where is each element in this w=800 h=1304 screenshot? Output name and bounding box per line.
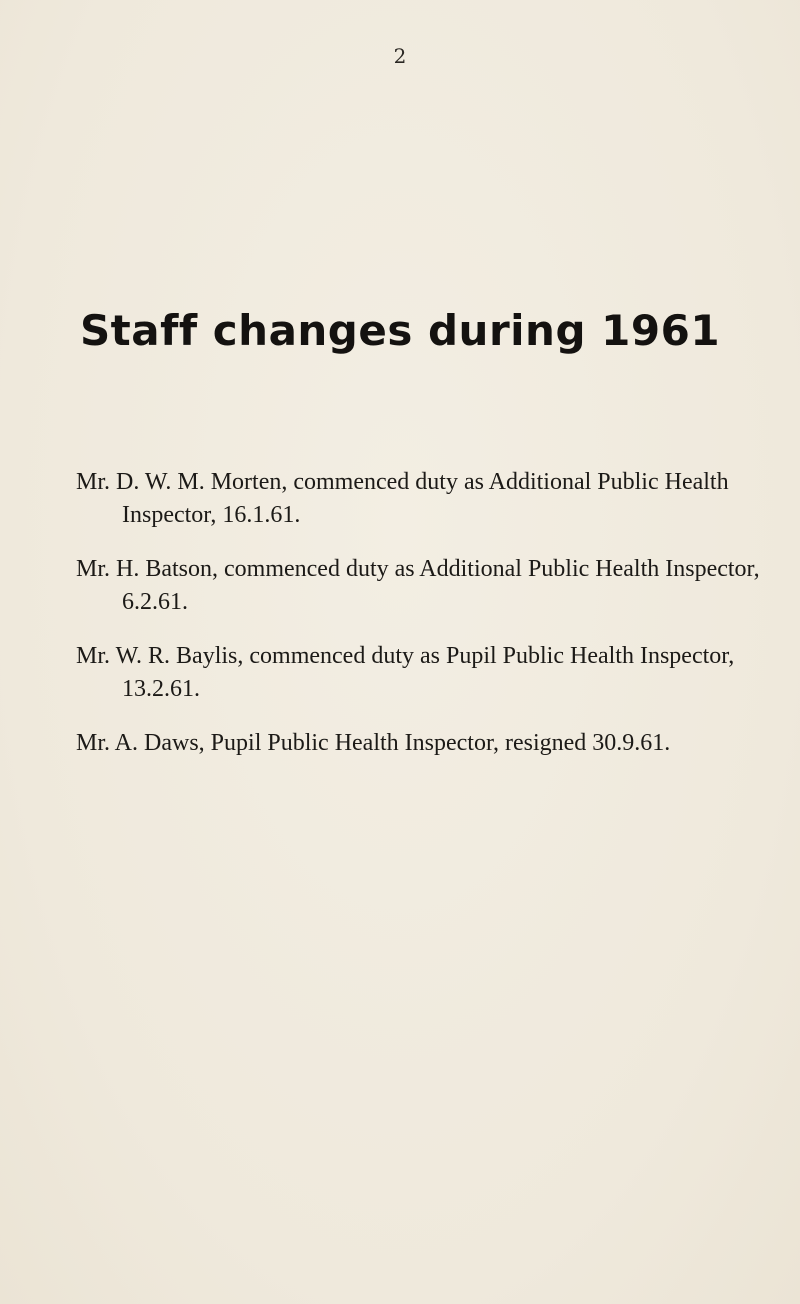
- page-title: Staff changes during 1961: [79, 306, 721, 355]
- staff-changes-list: [76, 466, 776, 781]
- page-number: 2: [393, 44, 407, 68]
- list-item: Mr. D. W. M. Morten, commenced duty as Additional Public Health Inspector, 16.1.61.: [76, 469, 729, 528]
- list-item: Mr. W. R. Baylis, commenced duty as Pupil Public Health Inspector, 13.2.61.: [76, 643, 735, 702]
- list-item: Mr. A. Daws, Pupil Public Health Inspector, resigned 30.9.61.: [76, 730, 671, 756]
- list-item: Mr. H. Batson, commenced duty as Additional Public Health Inspector, 6.2.61.: [76, 556, 760, 615]
